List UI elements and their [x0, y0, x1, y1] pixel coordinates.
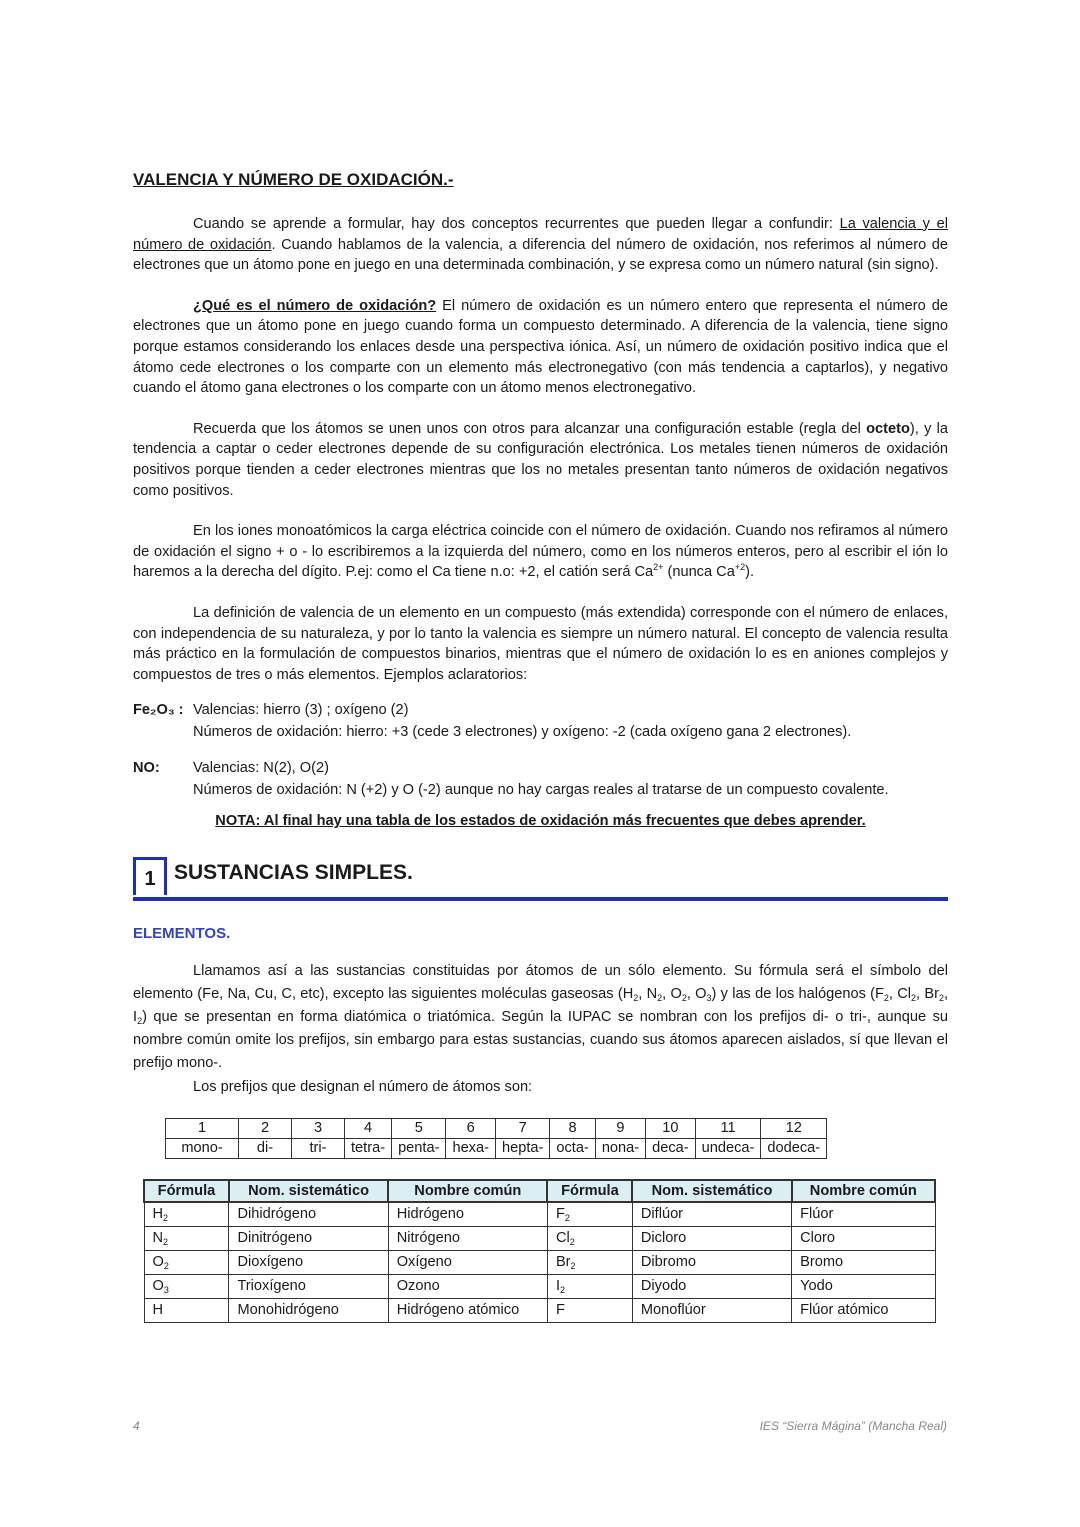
systematic-name-cell: Monoflúor — [632, 1298, 791, 1322]
subscript: 2 — [564, 1213, 570, 1224]
page-number: 4 — [133, 1419, 140, 1433]
charge-superscript: +2 — [734, 562, 746, 573]
text: ) y las de los halógenos (F — [711, 986, 884, 1003]
example-fe2o3 — [133, 699, 948, 743]
text: El número de oxidación es un número entero que representa el número de electrones que un átomo pone en juego cuando forma un compuesto determinado. A diferencia de la valencia, tiene signo porque estamos considerando los enlaces desde una perspectiva iónica. Así, un número de oxidación positivo indica que el átomo cede electrones o los comparte con un elemento más electronegativo (con más tendencia a captarlos), y negativo cuando el átomo gana electrones o los comparte con un átomo menos electronegativo. — [133, 297, 948, 397]
prefix-name: dodeca- — [761, 1138, 827, 1158]
subsection-title: ELEMENTOS. — [133, 925, 231, 943]
prefix-number: 8 — [550, 1118, 595, 1138]
common-name-cell: Ozono — [388, 1274, 547, 1298]
systematic-name-cell: Trioxígeno — [229, 1274, 388, 1298]
table-row — [144, 1274, 935, 1298]
column-header: Nom. sistemático — [632, 1180, 791, 1202]
formula-cell — [547, 1226, 632, 1250]
formula: H — [152, 1206, 164, 1223]
section-header — [133, 857, 948, 901]
formula: F — [555, 1206, 565, 1223]
subscript: 2 — [560, 1285, 566, 1296]
example-no — [133, 757, 948, 801]
column-header: Fórmula — [144, 1180, 229, 1202]
prefix-number: 5 — [392, 1118, 446, 1138]
subscript: 2 — [570, 1261, 576, 1272]
section-title: SUSTANCIAS SIMPLES. — [174, 861, 413, 885]
systematic-name-cell: Monohidrógeno — [229, 1298, 388, 1322]
subscript: 3 — [706, 993, 712, 1004]
formula-cell — [144, 1202, 229, 1227]
prefix-number-row — [166, 1118, 827, 1138]
example-label: NO: — [133, 760, 160, 777]
charge-superscript: 2+ — [653, 562, 664, 573]
question-heading: ¿Qué es el número de oxidación? — [193, 297, 437, 314]
prefix-name: mono- — [166, 1138, 239, 1158]
common-name-cell: Bromo — [792, 1250, 935, 1274]
formula-cell — [144, 1274, 229, 1298]
paragraph-octeto — [133, 419, 948, 501]
text: ) que se presentan en forma diatómica o triatómica. Según la IUPAC se nombran con los prefijos di- o tri-, aunque su nombre común omite los prefijos, sin embargo para estas sustancias, cuando sus átomos aparecen aislados, sí que llevan el prefijo mono-. — [133, 1009, 948, 1072]
formula: O — [152, 1278, 164, 1295]
text: , I — [133, 986, 949, 1026]
table-header-row — [144, 1180, 935, 1202]
prefix-number: 7 — [495, 1118, 549, 1138]
common-name-cell: Flúor atómico — [792, 1298, 935, 1322]
substances-table — [143, 1179, 936, 1323]
subscript: 2 — [938, 993, 944, 1004]
formula: F — [555, 1302, 565, 1319]
subscript: 2 — [657, 993, 663, 1004]
prefix-number: 11 — [695, 1118, 761, 1138]
common-name-cell: Cloro — [792, 1226, 935, 1250]
table-row — [144, 1250, 935, 1274]
text: En los iones monoatómicos la carga eléctrica coincide con el número de oxidación. Cuando nos refiramos al número de oxidación el signo + o - lo escribiremos a la izquierda del número, como en los números enteros, pero al escribir el ión lo haremos a la derecha del dígito. P.ej: como el Ca tiene n.o: +2, el catión será Ca — [133, 523, 948, 581]
prefix-name: tri- — [292, 1138, 345, 1158]
systematic-name-cell: Dicloro — [632, 1226, 791, 1250]
text: , O — [686, 986, 707, 1003]
subscript: 2 — [569, 1237, 575, 1248]
prefix-name: penta- — [392, 1138, 446, 1158]
text: , N — [638, 986, 658, 1003]
systematic-name-cell: Dibromo — [632, 1250, 791, 1274]
prefix-number: 10 — [646, 1118, 696, 1138]
page-content — [133, 170, 948, 1323]
underlined-term: La valencia y el número de oxidación — [133, 216, 948, 253]
table-row — [144, 1202, 935, 1227]
prefix-number: 3 — [292, 1118, 345, 1138]
formula: O — [152, 1254, 164, 1271]
subscript: 2 — [137, 1016, 143, 1027]
systematic-name-cell: Diflúor — [632, 1202, 791, 1227]
formula-cell — [144, 1298, 229, 1322]
page-title: VALENCIA Y NÚMERO DE OXIDACIÓN.- — [133, 170, 454, 189]
example-oxidacion: Números de oxidación: N (+2) y O (-2) aunque no hay cargas reales al tratarse de un compuesto covalente. — [193, 782, 889, 799]
prefix-number: 2 — [239, 1118, 292, 1138]
example-label: Fe₂O₃ : — [133, 702, 184, 719]
common-name-cell: Nitrógeno — [388, 1226, 547, 1250]
common-name-cell: Hidrógeno atómico — [388, 1298, 547, 1322]
prefix-name: octa- — [550, 1138, 595, 1158]
subscript: 2 — [163, 1261, 169, 1272]
example-oxidacion: Números de oxidación: hierro: +3 (cede 3 electrones) y oxígeno: -2 (cada oxígeno gana 2 electrones). — [193, 724, 852, 741]
example-valencias: Valencias: hierro (3) ; oxígeno (2) — [193, 702, 409, 719]
text: Recuerda que los átomos se unen unos con otros para alcanzar una configuración estable (regla del — [193, 420, 867, 437]
systematic-name-cell: Diyodo — [632, 1274, 791, 1298]
subscript: 2 — [163, 1213, 169, 1224]
text: , Cl — [888, 986, 912, 1003]
table-row — [144, 1226, 935, 1250]
paragraph-elementos — [133, 960, 948, 1075]
section-number: 1 — [133, 857, 167, 895]
paragraph-iones — [133, 521, 948, 583]
subscript: 2 — [911, 993, 917, 1004]
text: (nunca Ca — [663, 564, 735, 581]
example-valencias: Valencias: N(2), O(2) — [193, 760, 329, 777]
formula: H — [152, 1302, 164, 1319]
prefix-number: 4 — [345, 1118, 392, 1138]
prefix-number: 1 — [166, 1118, 239, 1138]
prefix-name: undeca- — [695, 1138, 761, 1158]
prefix-name: hepta- — [495, 1138, 549, 1158]
formula-cell — [144, 1226, 229, 1250]
prefix-name-row — [166, 1138, 827, 1158]
systematic-name-cell: Dihidrógeno — [229, 1202, 388, 1227]
formula: Br — [555, 1254, 571, 1271]
text: Llamamos así a las sustancias constituidas por átomos de un sólo elemento. Su fórmula será el símbolo del elemento (Fe, Na, Cu, C, etc), excepto las siguientes moléculas gaseosas (H — [133, 963, 948, 1003]
paragraph-prefijos: Los prefijos que designan el número de átomos son: — [193, 1079, 533, 1096]
paragraph-definicion: La definición de valencia de un elemento en un compuesto (más extendida) corresponde con el número de enlaces, con independencia de su naturaleza, y por lo tanto la valencia es siempre un número natural. El concepto de valencia resulta más práctico en la formulación de compuestos binarios, mientras que el número de oxidación lo es en aniones complejos y compuestos de tres o más elementos. Ejemplos aclaratorios: — [133, 604, 948, 683]
column-header: Nombre común — [388, 1180, 547, 1202]
text: Cuando se aprende a formular, hay dos conceptos recurrentes que pueden llegar a confundir: — [193, 216, 840, 232]
column-header: Fórmula — [547, 1180, 632, 1202]
formula: N — [152, 1230, 164, 1247]
subscript: 2 — [633, 993, 639, 1004]
paragraph-valencia — [133, 214, 948, 276]
subscript: 3 — [163, 1285, 169, 1296]
formula: I — [555, 1278, 560, 1295]
systematic-name-cell: Dinitrógeno — [229, 1226, 388, 1250]
footer-school: IES “Sierra Mágina” (Mancha Real) — [759, 1419, 947, 1433]
systematic-name-cell: Dioxígeno — [229, 1250, 388, 1274]
formula-cell — [547, 1250, 632, 1274]
column-header: Nom. sistemático — [229, 1180, 388, 1202]
prefix-number: 6 — [446, 1118, 496, 1138]
subscript: 2 — [163, 1237, 169, 1248]
formula-cell — [144, 1250, 229, 1274]
column-header: Nombre común — [792, 1180, 935, 1202]
common-name-cell: Flúor — [792, 1202, 935, 1227]
bold-term: octeto — [866, 420, 910, 437]
note: NOTA: Al final hay una tabla de los estados de oxidación más frecuentes que debes aprender. — [215, 813, 866, 830]
formula-cell — [547, 1202, 632, 1227]
text: , Br — [916, 986, 939, 1003]
common-name-cell: Oxígeno — [388, 1250, 547, 1274]
text: . Cuando hablamos de la valencia, a diferencia del número de oxidación, nos referimos al número de electrones que un átomo pone en juego en una determinada combinación, y se expresa como un número natural (sin signo). — [133, 236, 948, 274]
prefix-name: deca- — [646, 1138, 696, 1158]
common-name-cell: Yodo — [792, 1274, 935, 1298]
prefix-name: tetra- — [345, 1138, 392, 1158]
prefix-name: nona- — [595, 1138, 645, 1158]
formula-cell — [547, 1274, 632, 1298]
prefix-number: 12 — [761, 1118, 827, 1138]
prefix-number: 9 — [595, 1118, 645, 1138]
prefix-table — [165, 1118, 827, 1159]
subscript: 2 — [883, 993, 889, 1004]
paragraph-oxidacion — [133, 296, 948, 399]
formula-cell — [547, 1298, 632, 1322]
formula: Cl — [555, 1230, 570, 1247]
text: ), y la tendencia a captar o ceder electrones depende de su configuración electrónica. Los metales tienen números de oxidación positivos porque tienden a ceder electrones mientras que los no metales presentan tanto números de oxidación negativos como positivos. — [133, 420, 948, 499]
table-row — [144, 1298, 935, 1322]
prefix-name: di- — [239, 1138, 292, 1158]
common-name-cell: Hidrógeno — [388, 1202, 547, 1227]
prefix-name: hexa- — [446, 1138, 496, 1158]
text: ). — [745, 564, 754, 581]
subscript: 2 — [681, 993, 687, 1004]
text: , O — [662, 986, 682, 1003]
